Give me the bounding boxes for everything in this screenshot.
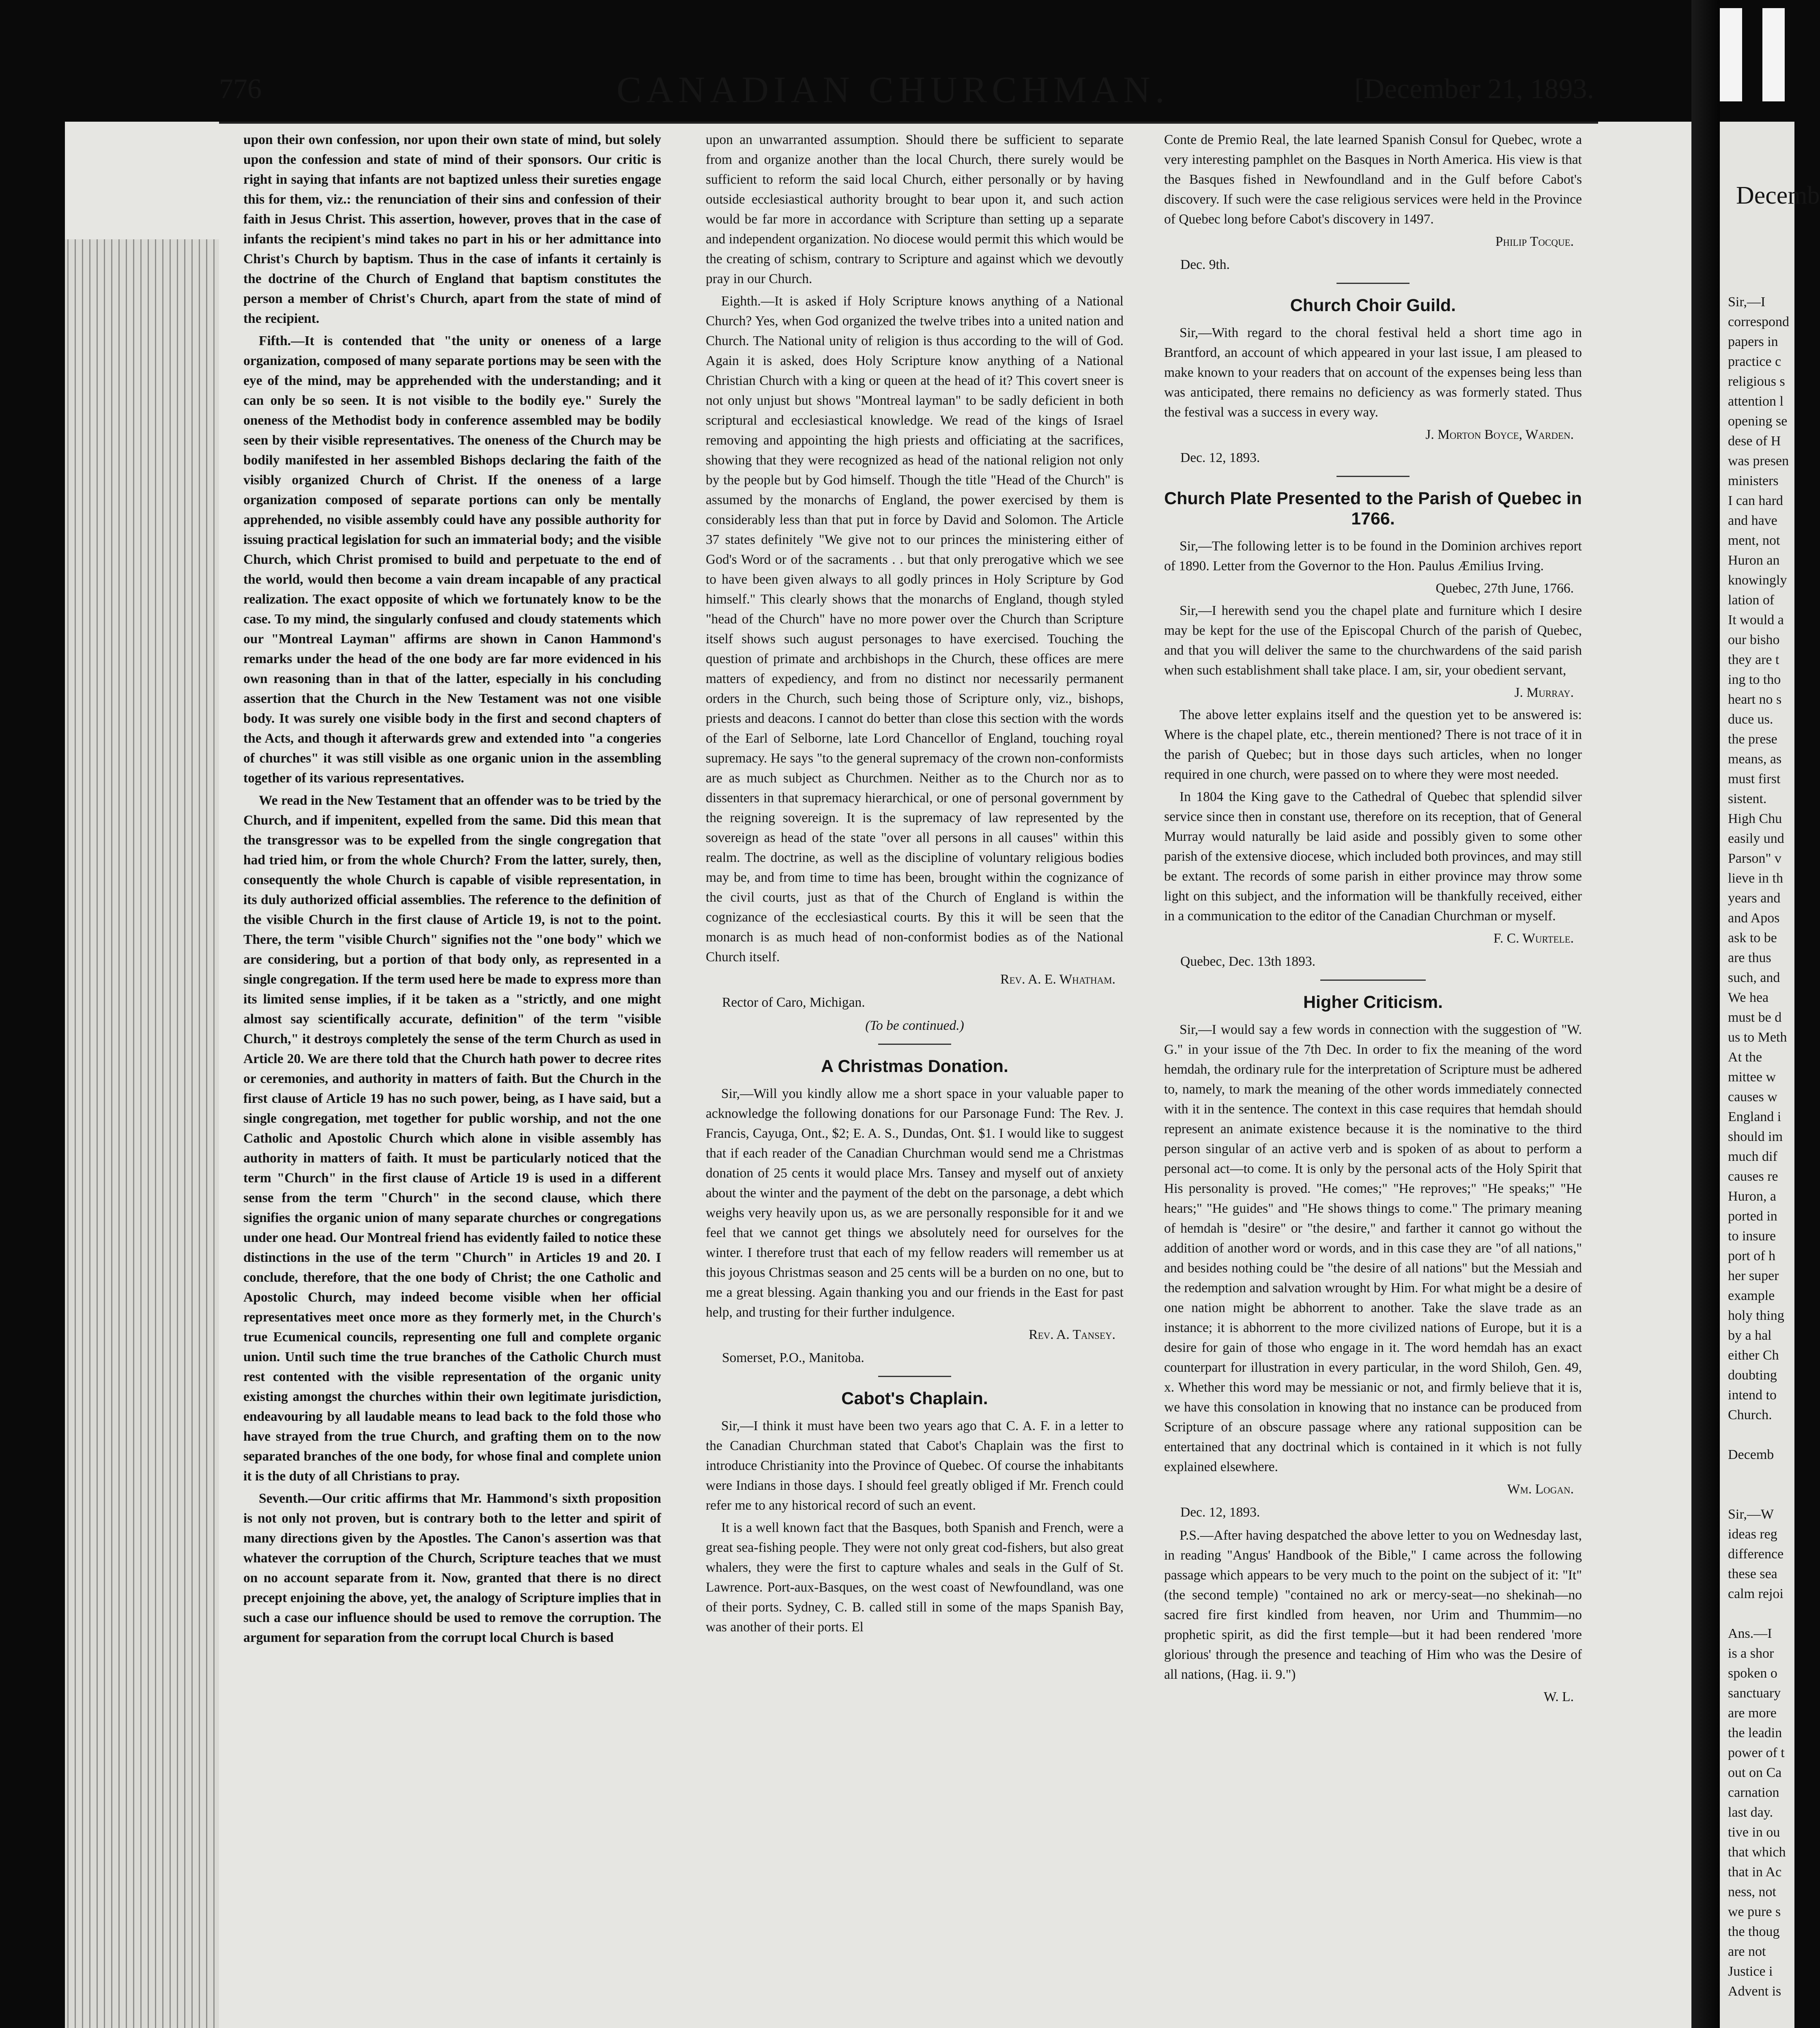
letter-date: Dec. 12, 1893.: [1180, 450, 1260, 465]
signature: J. Morton Boyce, Warden.: [1425, 427, 1574, 442]
signature-place: Somerset, P.O., Manitoba.: [722, 1350, 864, 1365]
article-paragraph: upon an unwarranted assumption. Should there be sufficient to separate from and organize another than the local Church, there surely would be sufficient to reform the said local Church, either personally or by having outside ecclesiastical authority brought to bear upon it, and such action would be far more in accordance with Scripture than setting up a separate and independent organization. No diocese would permit this which would be the creating of schism, contrary to Scripture and against which we devoutly pray in our Church.: [706, 132, 1124, 286]
section-heading: Church Choir Guild.: [1290, 296, 1456, 315]
signature: J. Murray.: [1514, 685, 1574, 700]
letter-paragraph: Sir,—I would say a few words in connection with the suggestion of "W. G." in your issue of the 7th Dec. In order to fix the meaning of the word hemdah, the ordinary rule for the interpretation of Scripture must be adhered to, namely, to mark the meaning of the other words immediately connected with it in the sentence. The context in this case requires that hemdah should represent an animate existence because it is the nominative to the third person singular of an active verb and is spoken of as about to perform a personal act—to come. It is only by the personal acts of the Holy Spirit that His personality is proved. "He comes;" "He reproves;" "He speaks;" "He hears;" "He guides" and "He shows things to come." The primary meaning of hemdah is "desire" or "the desire," and farther it cannot go without the addition of another word or words, and in this case they are "of all nations," and besides nothing could be "the desire of all nations" but the Messiah and the redemption and salvation wrought by Him. For what might be a desire of one nation might be abhorrent to another. Take the slave trade as an instance; it is abhorrent to the more civilized nations of Europe, but it is a desire for gain of those who engage in it. The word hemdah has an exact counterpart for illustration in every particular, in the word Shiloh, Gen. 49, x. Whether this word may be messianic or not, and firmly believe that it is, we have this consolation in knowing that no instance can be produced from Scripture of an obscure passage where any rational supposition can be entertained that any doctrinal which is contained in it which is not fully explained elsewhere.: [1164, 1022, 1582, 1474]
letter-date: Dec. 12, 1893.: [1180, 1505, 1260, 1520]
masthead-title: CANADIAN CHURCHMAN.: [617, 69, 1169, 110]
signature: W. L.: [1543, 1689, 1574, 1704]
section-divider: [1320, 980, 1426, 981]
book-page-edges: [65, 239, 219, 2028]
adjacent-page-text: Sir,—I correspond papers in practice c religious s attention l opening se dese of H was presen ministers I can hard and have ment, not Huron an knowingly lation of It would a our bisho they are t ing to tho heart no s duce us. the prese means, as must first sistent. High Chu easily und Parson" v lieve in th years and and Apos ask to be are thus such, and We hea must be d us to Meth At the mittee w causes w England i should im much dif causes re Huron, a ported in to insure port of h her super example holy thing by a hal either Ch doubting intend to Church. Decemb Sir,—W ideas reg difference these sea calm rejoi Ans.—I is a shor spoken o sanctuary are more the leadin power of t out on Ca carnation last day. tive in ou that which that in Ac ness, not we pure s the thoug are not Justice i Advent is: [1728, 294, 1790, 1999]
signature: Rev. A. Tansey.: [1029, 1327, 1115, 1342]
section-heading: Church Plate Presented to the Parish of Quebec in 1766.: [1164, 489, 1582, 528]
section-divider: [878, 1376, 951, 1377]
letter-dateline: Quebec, 27th June, 1766.: [1435, 581, 1574, 596]
signature-place: Rector of Caro, Michigan.: [722, 995, 865, 1010]
page-header: [219, 69, 1598, 124]
letter-paragraph: In 1804 the King gave to the Cathedral of Quebec that splendid silver service since then in constant use, therefore on its reception, that of General Murray would naturally be laid aside and possibly given to some other parish of the extensive diocese, which included both provinces, and may still be extant. The records of some parish in either province may throw some light on this subject, and the information will be thankfully received, either in a communication to the editor of the Canadian Churchman or myself.: [1164, 789, 1582, 924]
page-number: 776: [219, 73, 262, 105]
section-divider: [878, 1044, 951, 1045]
signature: F. C. Wurtele.: [1493, 931, 1574, 946]
article-paragraph: Seventh.—Our critic affirms that Mr. Hammond's sixth proposition is not only not proven, but is contrary both to the letter and spirit of many directions given by the Apostles. The Canon's assertion was that whatever the corruption of the Church, Scripture teaches that we must on no account separate from it. Now, granted that there is no direct precept enjoining the above, yet, the analogy of Scripture implies that in such a case our influence should be used to remove the corruption. The argument for separation from the corrupt local Church is based: [243, 1491, 661, 1645]
postscript-paragraph: P.S.—After having despatched the above letter to you on Wednesday last, in reading "Angus' Handbook of the Bible," I came across the following passage which appears to be very much to the point on the subject of it: "It" (the second temple) "contained no ark or mercy-seat—no shekinah—no sacred fire first kindled from heaven, nor Urim and Thummim—no prophetic spirit, as did the first temple—but it had been rendered 'more glorious' through the presence and teaching of Him who was the Desire of all nations, (Hag. ii. 9."): [1164, 1528, 1582, 1682]
section-divider: [1337, 476, 1410, 477]
article-paragraph: Eighth.—It is asked if Holy Scripture knows anything of a National Church? Yes, when God organized the twelve tribes into a united nation and Church. The National unity of religion is thus according to the will of God. Again it is asked, does Holy Scripture know anything of a National Christian Church with a king or queen at the head of it? This covert sneer is not only unjust but shows "Montreal layman" to be sadly deficient in both scriptural and ecclesiastical knowledge. We read of the kings of Israel removing and appointing the high priests and officiating at the sacrifices, showing that they were recognized as head of the national religion not only by the people but by God himself. Though the title "Head of the Church" is assumed by the monarchs of England, the power exercised by them is considerably less than that put in force by David and Solomon. The Article 37 states definitely "We give not to our princes the ministering either of God's Word or of the sacraments . . but that only prerogative which we see to have been given always to all godly princes in Holy Scripture by God himself." This clearly shows that the monarchs of England, though styled "head of the Church" have no more power over the Church than Scripture itself shows such august personages to have exercised. Touching the question of primate and archbishops in the Church, these offices are mere matters of expediency, and from no distinct nor necessarily permanent orders in the Church, such being those of Scripture only, viz., bishops, priests and deacons. I cannot do better than close this section with the words of the Earl of Selborne, late Lord Chancellor of England, touching royal supremacy. He says "to the general supremacy of the crown non-conformists are as much subject as Churchmen. Neither as to the Church nor as to dissenters in that supremacy hierarchical, or one of personal government by the reigning sovereign. It is the supremacy of law represented by the sovereign as head of the state "over all persons in all causes" within this realm. The doctrine, as well as the discipline of voluntary religious bodies may be, and from time to time has been, brought within the cognizance of the civil courts, just as that of the Church of England is within the cognizance of the ecclesiastical courts. By this it will be seen that the monarch is as much head of non-conformist bodies as of the National Church itself.: [706, 294, 1124, 965]
column-1: [243, 130, 661, 2028]
signature: Wm. Logan.: [1507, 1482, 1574, 1497]
clamp-tab: [1720, 8, 1742, 101]
letter-paragraph: Sir,—I think it must have been two years ago that C. A. F. in a letter to the Canadian Churchman stated that Cabot's Chaplain was the first to introduce Christianity into the Province of Quebec. Of course the inhabitants were Indians in those days. I should feel greatly obliged if Mr. French could refer me to any historical record of such an event.: [706, 1418, 1124, 1513]
letter-paragraph: Sir,—The following letter is to be found in the Dominion archives report of 1890. Letter from the Governor to the Hon. Paulus Æmilius Irving.: [1164, 539, 1582, 574]
to-be-continued: (To be continued.): [865, 1018, 964, 1033]
issue-date: [December 21, 1893.: [1354, 73, 1594, 105]
letter-date: Quebec, Dec. 13th 1893.: [1180, 954, 1316, 969]
letter-paragraph: Sir,—I herewith send you the chapel plate and furniture which I desire may be kept for the use of the Episcopal Church of the parish of Quebec, and that you will deliver the same to the churchwardens of the said parish when such establishment shall take place. I am, sir, your obedient servant,: [1164, 603, 1582, 678]
section-heading: Cabot's Chaplain.: [841, 1389, 988, 1408]
letter-paragraph: Sir,—Will you kindly allow me a short space in your valuable paper to acknowledge the following donations for our Parsonage Fund: The Rev. J. Francis, Cayuga, Ont., $2; E. A. S., Dundas, Ont. $1. I would like to suggest that if each reader of the Canadian Churchman would send me a Christmas donation of 25 cents it would place Mrs. Tansey and myself out of anxiety about the winter and the payment of the debt on the parsonage, a debt which weighs very heavily upon us, as we are personally responsible for it and we feel that we cannot get things we absolutely need for ourselves for the winter. I therefore trust that each of my fellow readers will remember us at this joyous Christmas season and 25 cents will be a burden on no one, but to me a great blessing. Again thanking you and our friends in the East for past help, and trusting for their further indulgence.: [706, 1086, 1124, 1320]
article-paragraph: upon their own confession, nor upon their own state of mind, but solely upon the confession and state of mind of their sponsors. Our critic is right in saying that infants are not baptized unless their sureties engage this for them, viz.: the renunciation of their sins and confession of their faith in Jesus Christ. This assertion, however, proves that in the case of infants the recipient's mind takes no part in his or her admittance into Christ's Church by baptism. Thus in the case of infants it certainly is the doctrine of the Church of England that baptism constitutes the person a member of Christ's Church, apart from the state of mind of the recipient.: [243, 132, 661, 326]
column-2: [706, 130, 1124, 2028]
article-paragraph: Fifth.—It is contended that "the unity or oneness of a large organization, composed of many separate portions may be seen with the eye of the mind, may be apprehended with the understanding; and it can only be so seen. It is not visible to the bodily eye." Surely the oneness of the Methodist body in conference assembled may be bodily seen by their visible representatives. The oneness of the Church may be bodily manifested in her assembled Bishops declaring the faith of the visibly organized Church of Christ. If the oneness of a large organization composed of separate portions can only be mentally apprehended, no visible assembly could have any possible authority for issuing practical legislation for such an immaterial body; and the visible Church, which Christ promised to build and perpetuate to the end of the world, would then become a vain dream incapable of any practical realization. The exact opposite of which we fortunately know to be the case. To my mind, the singularly confused and cloudy statements which our "Montreal Layman" affirms are shown in Canon Hammond's remarks under the head of the one body are far more evidenced in his own reasoning than in that of the latter, especially in his concluding assertion that the Church in the New Testament was not one visible body. It was surely one visible body in the first and second chapters of the Acts, and though it afterwards grew and extended into "a congeries of churches" it was still visible as one organic union in the assembling together of its various representatives.: [243, 333, 661, 786]
section-heading: A Christmas Donation.: [821, 1057, 1008, 1076]
section-heading: Higher Criticism.: [1303, 993, 1443, 1012]
signature: Philip Tocque.: [1495, 234, 1574, 249]
letter-paragraph: It is a well known fact that the Basques, both Spanish and French, were a great sea-fishing people. They were not only great cod-fishers, but also great whalers, they were the first to capture whales and seals in the Gulf of St. Lawrence. Port-aux-Basques, on the west coast of Newfoundland, was one of their ports. Sydney, C. B. called still in some of the maps Spanish Bay, was another of their ports. El: [706, 1520, 1124, 1635]
letter-date: Dec. 9th.: [1180, 257, 1230, 272]
adjacent-page-header: Decemb: [1736, 182, 1820, 209]
book-binding: [1691, 0, 1720, 2028]
signature: Rev. A. E. Whatham.: [1000, 972, 1115, 987]
letter-paragraph: The above letter explains itself and the question yet to be answered is: Where is the chapel plate, etc., therein mentioned? There is not trace of it in the parish of Quebec; but in those days such articles, when no longer required in one church, were passed on to where they were most needed.: [1164, 707, 1582, 782]
clamp-tab: [1762, 8, 1785, 101]
section-divider: [1337, 283, 1410, 284]
adjacent-page: [1720, 122, 1820, 2028]
article-paragraph: We read in the New Testament that an offender was to be tried by the Church, and if impenitent, expelled from the same. Did this mean that the transgressor was to be expelled from the single congregation that had tried him, or from the whole Church? From the latter, surely, then, consequently the whole Church is capable of visible representation, in its duly authorized official assemblies. The reference to the definition of the visible Church in the first clause of Article 19, is not to the point. There, the term "visible Church" signifies not the "one body" which we are considering, but a portion of that body only, as represented in a single congregation. If the term used here be made to express more than its limited sense implies, if it be taken as a "strictly, and one might almost say scientifically accurate, definition" of the term "visible Church," it destroys completely the sense of the term Church as used in Article 20. We are there told that the Church hath power to decree rites or ceremonies, and authority in matters of faith. But the Church in the first clause of Article 19 has no such power, being, as I have said, but a single congregation, met together for public worship, and not the one Catholic and Apostolic Church which alone in visible assembly has authority in matters of faith. It must be particularly noticed that the term "Church" in the first clause of Article 19 is used in a different sense from the term "Church" in the second clause, which there signifies the organic union of many separate churches or congregations under one head. Our Montreal friend has evidently failed to notice these distinctions in the use of the term "Church" in Articles 19 and 20. I conclude, therefore, that the one body of Christ; the one Catholic and Apostolic Church, may indeed become visible when her official representatives meet once more as they formerly met, in the Church's true Ecumenical councils, representing one full and complete organic union. Until such time the true branches of the Catholic Church must rest contented with the visible representation of the organic unity existing amongst the churches within their own legitimate jurisdiction, endeavouring by all laudable means to lead back to the fold those who have strayed from the true Church, and grafting them on to the now separated branches of the one body, for whose final and complete union it is the duty of all Christians to pray.: [243, 793, 661, 1484]
column-3: [1164, 130, 1582, 2028]
letter-paragraph: Conte de Premio Real, the late learned Spanish Consul for Quebec, wrote a very interesting pamphlet on the Basques in North America. His view is that the Basques fished in Newfoundland and in the Gulf before Cabot's discovery. If such were the case religious services were held in the Province of Quebec long before Cabot's discovery in 1497.: [1164, 132, 1582, 227]
letter-paragraph: Sir,—With regard to the choral festival held a short time ago in Brantford, an account of which appeared in your last issue, I am pleased to make known to your readers that on account of the expenses being less than was anticipated, there remains no deficiency as was formerly stated. Thus the festival was a success in every way.: [1164, 325, 1582, 420]
